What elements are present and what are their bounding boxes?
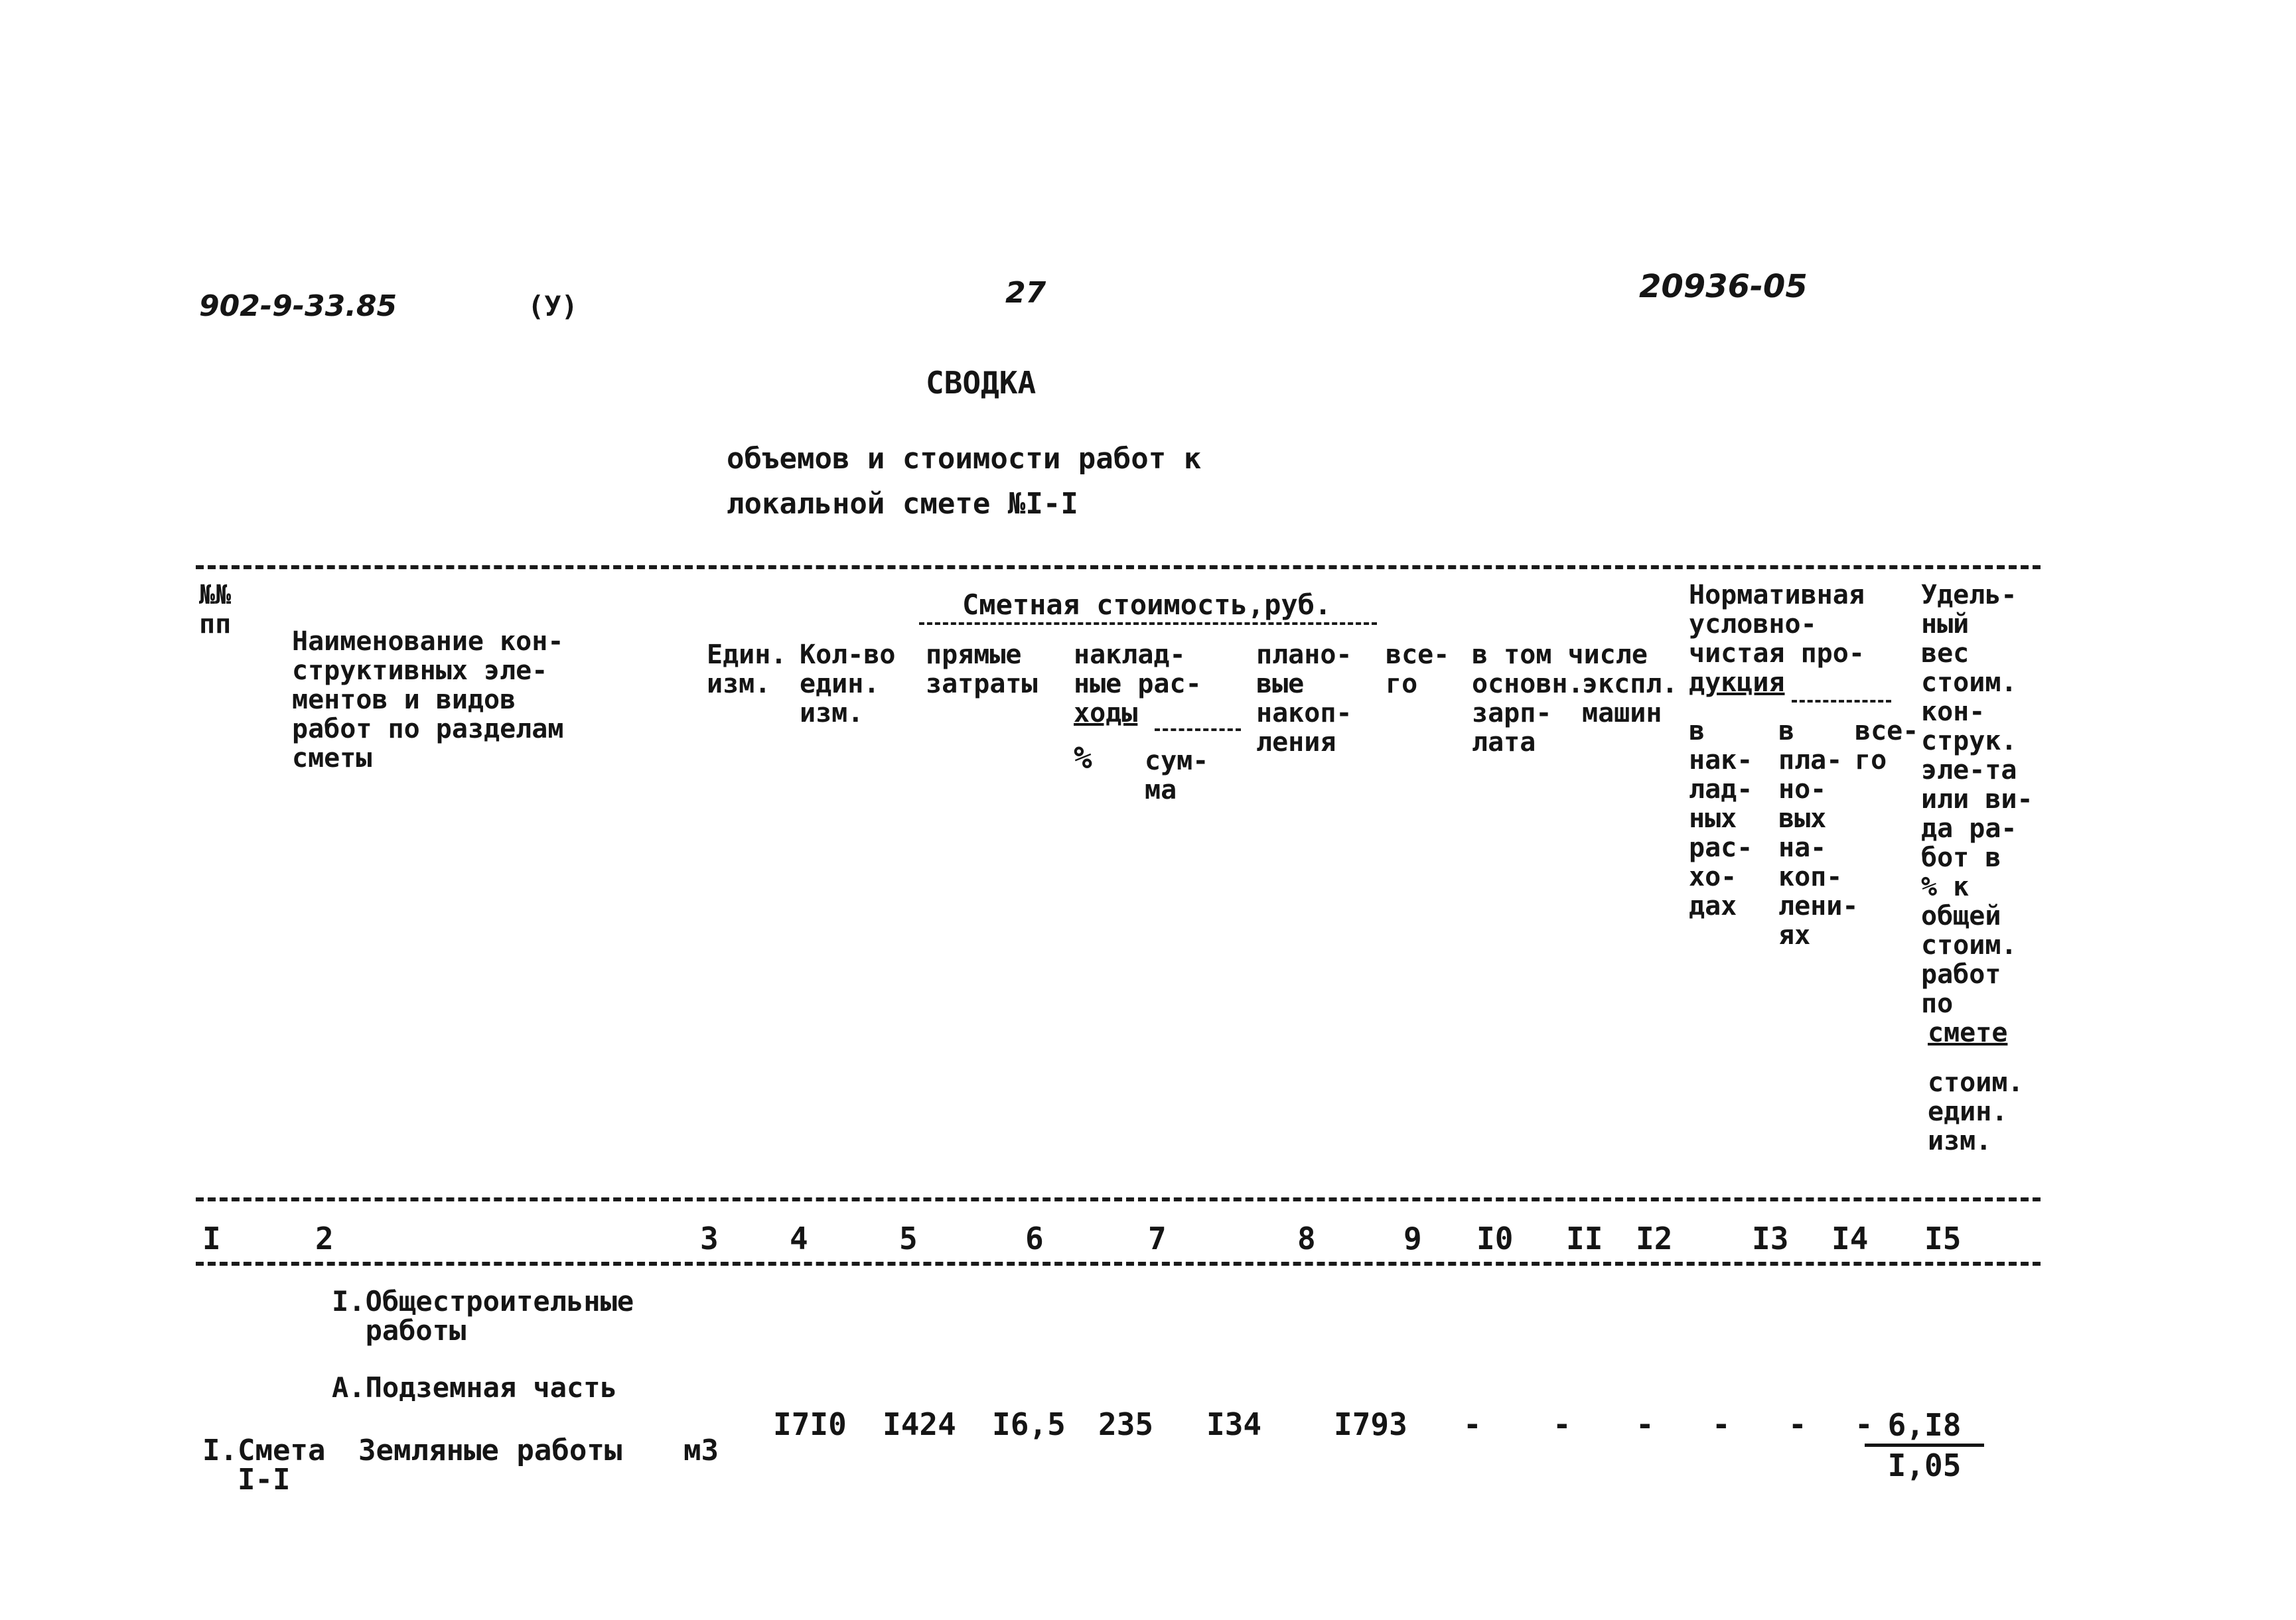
page-title: СВОДКА [926,365,1037,401]
header-norm-overhead: в нак- лад- ных рас- хо- дах [1689,716,1753,921]
row-direct: I424 [883,1406,956,1442]
header-norm-total: все- го [1855,716,1919,776]
col-number: 7 [1148,1221,1167,1256]
col-number: 3 [700,1221,719,1256]
header-norm: Нормативная условно- чистая про- [1689,580,1865,669]
document-code: 902-9-33.85 [199,289,397,323]
header-total: все- го [1386,640,1450,699]
row-norm-total: - [1855,1406,1873,1442]
col-number: I3 [1752,1221,1789,1256]
row-overhead-sum: 235 [1098,1406,1154,1442]
row-name: Земляные работы [358,1434,622,1467]
overhead-rule [1155,728,1241,731]
norm-rule [1792,700,1891,703]
col-number: 5 [899,1221,918,1256]
col-number: I5 [1924,1221,1962,1256]
header-share-mid: смете [1928,1018,2008,1048]
header-cost-group: Сметная стоимость,руб. [962,588,1332,621]
header-planned: плано- вые накоп- ления [1256,640,1352,758]
col-number: 6 [1025,1221,1044,1256]
col-number: 4 [790,1221,808,1256]
header-norm-planned: в пла- но- вых на- коп- лени- ях [1778,716,1859,951]
header-machines: экспл. машин [1582,669,1678,728]
section-heading: I.Общестроительные работы [332,1285,634,1347]
row-norm-overhead: - [1712,1406,1731,1442]
col-number: I0 [1476,1221,1514,1256]
page-number: 27 [1005,276,1046,310]
header-num: №№ пп [199,580,232,640]
header-direct: прямые затраты [926,640,1038,699]
row-norm-planned: - [1788,1406,1807,1442]
row-unit: м3 [683,1434,719,1467]
header-wages: основн. зарп- лата [1472,669,1584,758]
header-share-bottom: стоим. един. изм. [1928,1067,2024,1156]
col-number: II [1566,1221,1603,1256]
row-planned: I34 [1206,1406,1262,1442]
page-subtitle-line1: объемов и стоимости работ к [727,442,1202,476]
row-share-unit: I,05 [1887,1448,1962,1483]
subsection-heading: А.Подземная часть [332,1371,617,1404]
header-qty: Кол-во един. изм. [800,640,896,728]
header-incl: в том числе [1472,640,1648,670]
header-unit: Един. изм. [707,640,787,699]
header-bottom-rule [196,1197,2041,1201]
document-variant: (У) [528,290,578,322]
col-number: I2 [1636,1221,1673,1256]
number-row-rule [196,1262,2041,1266]
row-machines: - [1553,1406,1571,1442]
row-wages: - [1463,1406,1482,1442]
header-overhead: наклад- ные рас- [1074,640,1202,699]
archive-number: 20936-05 [1639,268,1808,305]
row-share [1865,1406,1984,1484]
header-overhead-pct: % [1074,740,1092,776]
header-norm-tail: дукция [1689,667,1785,698]
row-share-pct: 6,I8 [1865,1406,1984,1447]
header-name: Наименование кон- структивных эле- ментов и видов работ по разделам сметы [292,626,564,774]
cost-group-rule [919,622,1377,625]
header-overhead-tail: ходы [1074,698,1138,728]
header-overhead-sum: сум- ма [1145,746,1209,805]
col-number: 9 [1403,1221,1422,1256]
page-subtitle-line2: локальной смете №I-I [727,487,1078,521]
header-share-top: Удель- ный вес стоим. кон- струк. эле-та или ви- да ра- бот в % к общей стоим. работ по [1921,580,2033,1019]
row-qty: I7I0 [773,1406,847,1442]
table-top-rule [196,565,2041,569]
col-number: I4 [1831,1221,1869,1256]
row-num: I.Смета I-I [202,1434,326,1497]
col-number: 2 [315,1221,334,1256]
col-number: 8 [1297,1221,1316,1256]
row-total: I793 [1334,1406,1407,1442]
row-col-extra: - [1636,1406,1654,1442]
col-number: I [202,1221,221,1256]
row-overhead-pct: I6,5 [992,1406,1066,1442]
